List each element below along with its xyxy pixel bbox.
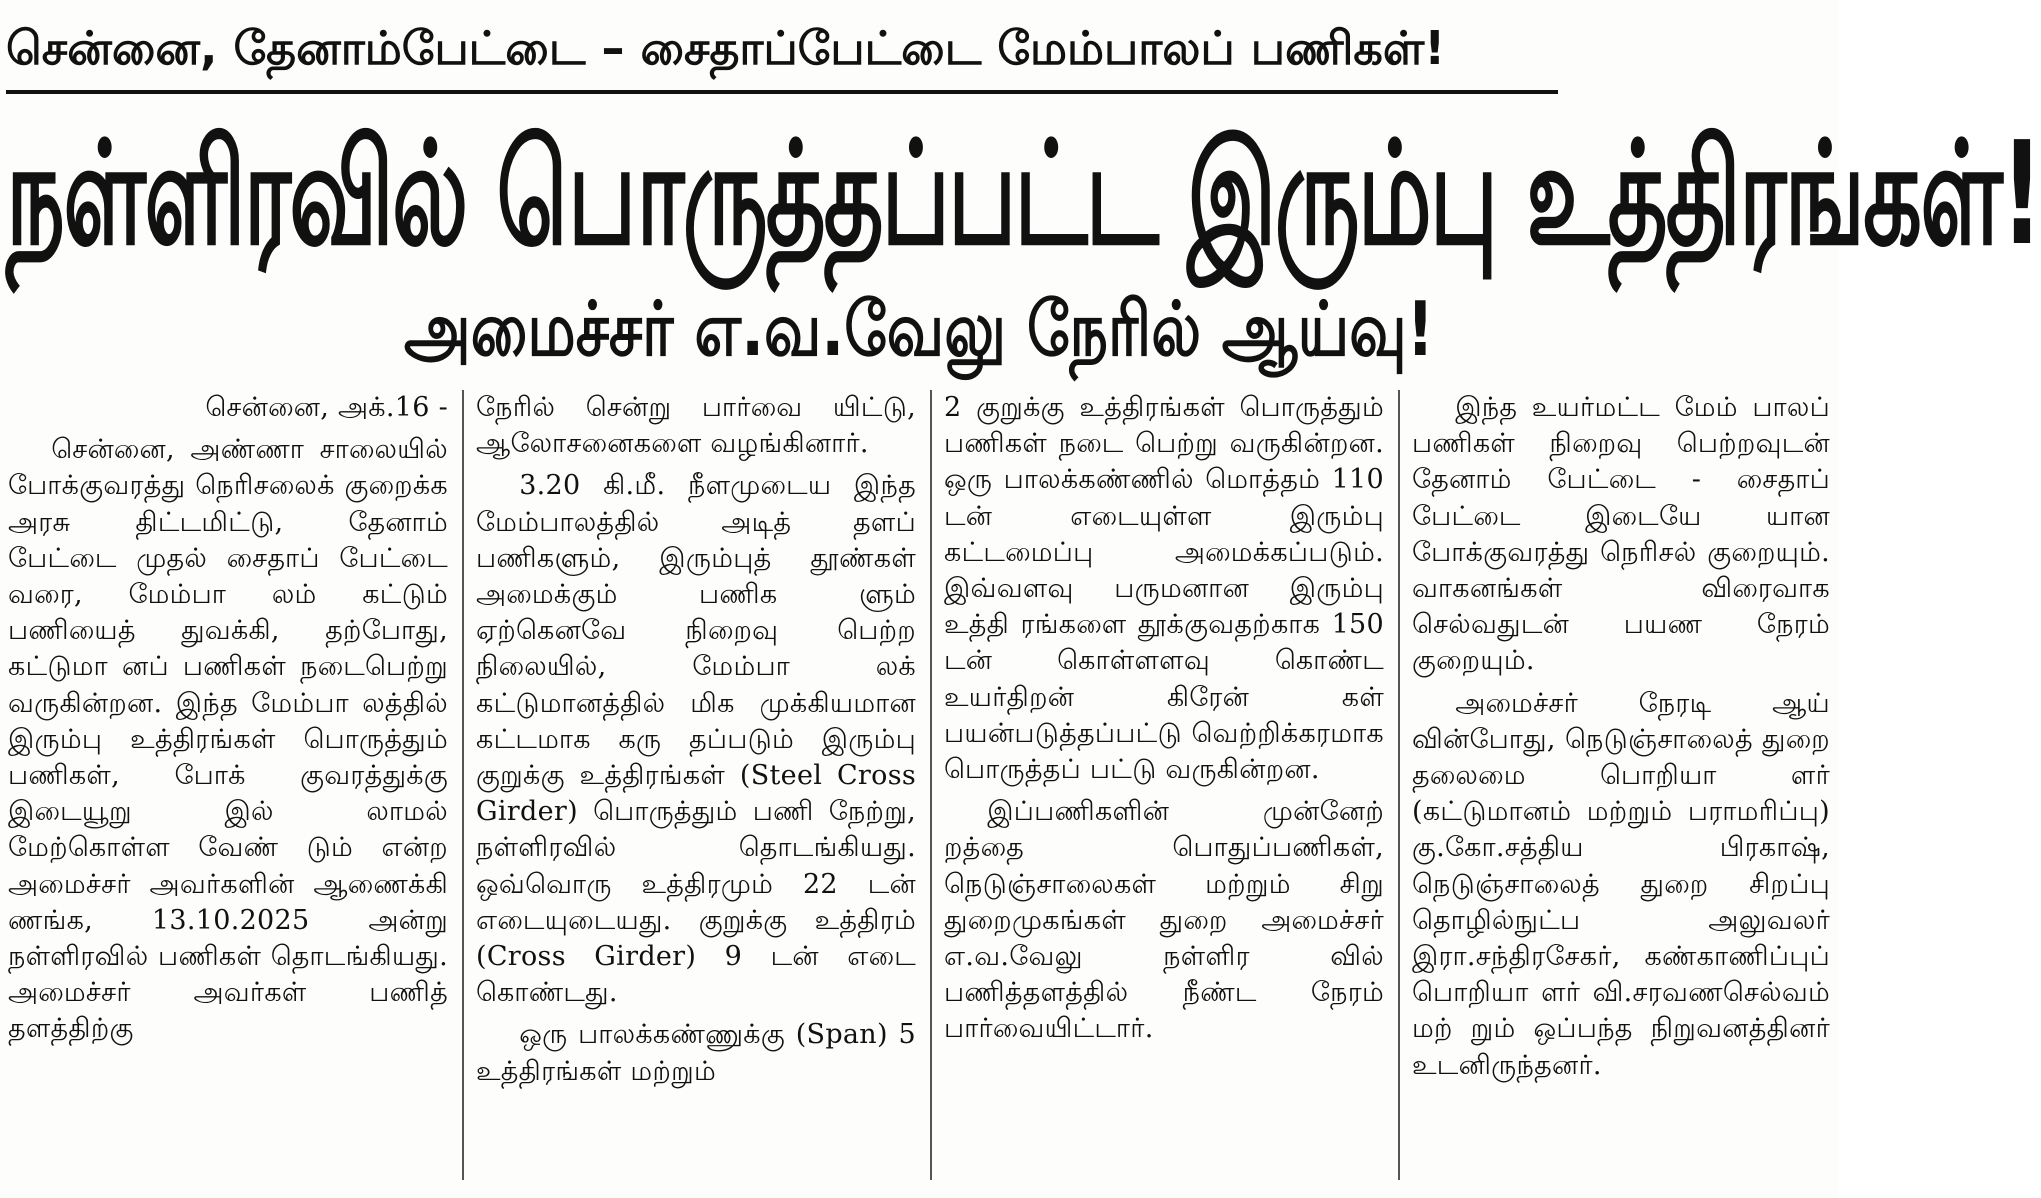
article-column-2 bbox=[476, 390, 916, 1190]
paragraph: 2 குறுக்கு உத்திரங்கள் பொருத்தும் பணிகள் நடை பெற்று வருகின்றன. ஒரு பாலக்கண்ணில் மொத்தம் 110 டன் எடையுள்ள இரும்பு கட்டமைப்பு அமைக்கப்படும். இவ்வளவு பருமனான இரும்பு உத்தி ரங்களை தூக்குவதற்காக 150 டன் கொள்ளளவு கொண்ட உயர்திறன் கிரேன் கள் பயன்படுத்தப்பட்டு வெற்றிக்கரமாக பொருத்தப் பட்டு வருகின்றன. bbox=[944, 392, 1384, 786]
paragraph: நேரில் சென்று பார்வை யிட்டு, ஆலோசனைகளை வழங்கினார். bbox=[476, 392, 916, 460]
paragraph: ஒரு பாலக்கண்ணுக்கு (Span) 5 உத்திரங்கள் மற்றும் bbox=[476, 1019, 916, 1087]
article-column-4 bbox=[1412, 390, 1830, 1190]
dateline: சென்னை, அக்.16 - bbox=[205, 392, 448, 423]
paragraph: அமைச்சர் நேரடி ஆய் வின்போது, நெடுஞ்சாலைத் துறை தலைமை பொறியா ளர் (கட்டுமானம் மற்றும் பராமரிப்பு) கு.கோ.சத்திய பிரகாஷ், நெடுஞ்சாலைத் துறை சிறப்பு தொழில்நுட்ப அலுவலர் இரா.சந்திரசேகர், கண்காணிப்புப் பொறியா ளர் வி.சரவணசெல்வம் மற் றும் ஒப்பந்த நிறுவனத்தினர் உடனிருந்தனர். bbox=[1412, 687, 1830, 1081]
paragraph: இப்பணிகளின் முன்னேற் றத்தை பொதுப்பணிகள், நெடுஞ்சாலைகள் மற்றும் சிறு துறைமுகங்கள் துறை அமைச்சர் எ.வ.வேலு நள்ளிர வில் பணித்தளத்தில் நீண்ட நேரம் பார்வையிட்டார். bbox=[944, 796, 1384, 1045]
kicker-headline: சென்னை, தேனாம்பேட்டை – சைதாப்பேட்டை மேம்பாலப் பணிகள்! bbox=[6, 21, 1446, 75]
paragraph: சென்னை, அண்ணா சாலையில் போக்குவரத்து நெரிசலைக் குறைக்க அரசு திட்டமிட்டு, தேனாம் பேட்டை முதல் சைதாப் பேட்டை வரை, மேம்பா லம் கட்டும் பணியைத் துவக்கி, தற்போது, கட்டுமா னப் பணிகள் நடைபெற்று வருகின்றன. இந்த மேம்பா லத்தில் இரும்பு உத்திரங்கள் பொருத்தும் பணிகள், போக் குவரத்துக்கு இடையூறு இல் லாமல் மேற்கொள்ள வேண் டும் என்ற அமைச்சர் அவர்களின் ஆணைக்கி ணங்க, 13.10.2025 அன்று நள்ளிரவில் பணிகள் தொடங்கியது. அமைச்சர் அவர்கள் பணித் தளத்திற்கு bbox=[8, 434, 448, 1045]
column-divider bbox=[930, 390, 932, 1180]
column-divider bbox=[1398, 390, 1400, 1180]
article-body bbox=[0, 390, 1838, 1190]
paragraph: இந்த உயர்மட்ட மேம் பாலப் பணிகள் நிறைவு பெற்றவுடன் தேனாம் பேட்டை - சைதாப் பேட்டை இடையே யான போக்குவரத்து நெரிசல் குறையும். வாகனங்கள் விரைவாக செல்வதுடன் பயண நேரம் குறையும். bbox=[1412, 392, 1830, 677]
paragraph: 3.20 கி.மீ. நீளமுடைய இந்த மேம்பாலத்தில் அடித் தளப் பணிகளும், இரும்புத் தூண்கள் அமைக்கும் பணிக ளும் ஏற்கெனவே நிறைவு பெற்ற நிலையில், மேம்பா லக் கட்டுமானத்தில் மிக முக்கியமான கட்டமாக கரு தப்படும் இரும்பு குறுக்கு உத்திரங்கள் (Steel Cross Girder) பொருத்தும் பணி நேற்று, நள்ளிரவில் தொடங்கியது. ஒவ்வொரு உத்திரமும் 22 டன் எடையுடையது. குறுக்கு உத்திரம் (Cross Girder) 9 டன் எடை கொண்டது. bbox=[476, 470, 916, 1009]
sub-headline: அமைச்சர் எ.வ.வேலு நேரில் ஆய்வு! bbox=[403, 286, 1435, 374]
article-column-1 bbox=[8, 390, 448, 1190]
main-headline: நள்ளிரவில் பொருத்தப்பட்ட இரும்பு உத்திரங்கள்! bbox=[6, 111, 2041, 278]
article-column-3 bbox=[944, 390, 1384, 1190]
column-divider bbox=[462, 390, 464, 1180]
